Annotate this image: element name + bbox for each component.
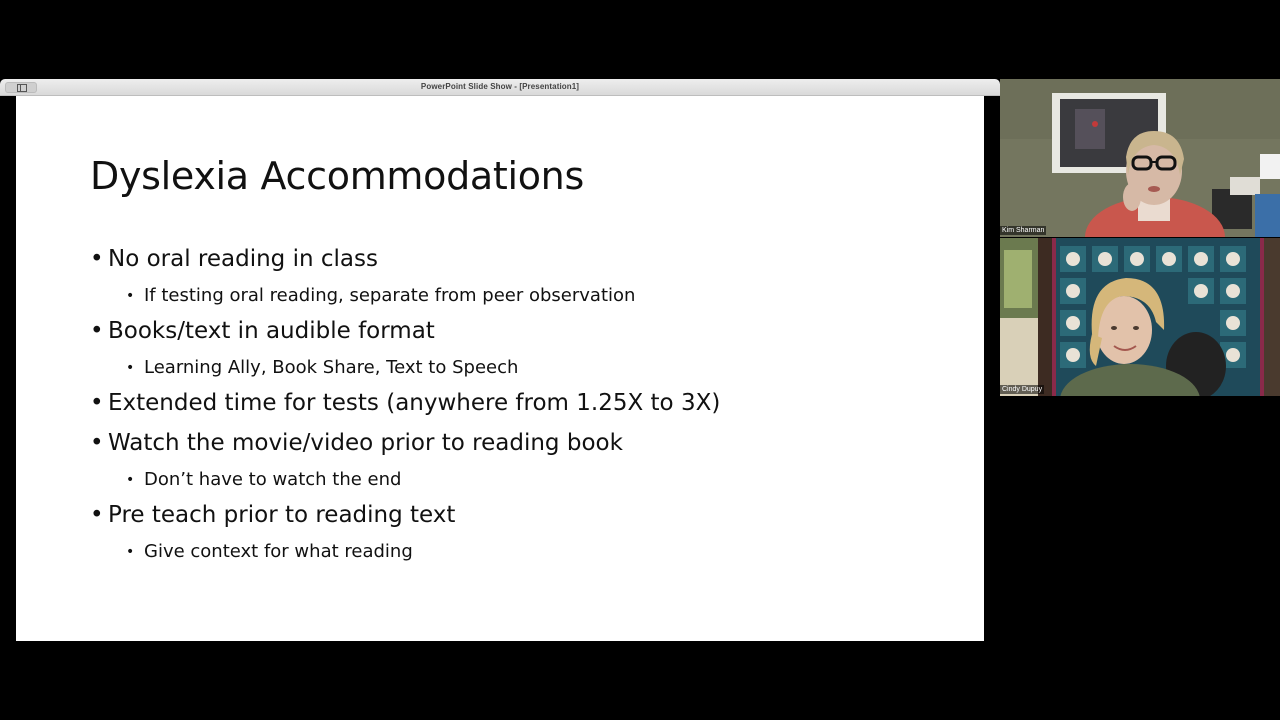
bullet-dot-icon: •	[126, 472, 135, 488]
bullet-list	[90, 244, 964, 572]
bullet-item: • Extended time for tests (anywhere from 1.25X to 3X)	[90, 390, 721, 416]
bullet-dot-icon: •	[90, 246, 104, 272]
bullet-dot-icon: •	[90, 502, 104, 528]
slide-title: Dyslexia Accommodations	[90, 154, 584, 198]
bullet-item: • Watch the movie/video prior to reading book	[90, 430, 623, 456]
sub-bullet-item: • Learning Ally, Book Share, Text to Speech	[126, 357, 519, 378]
bullet-dot-icon: •	[90, 390, 104, 416]
bullet-item: • Books/text in audible format	[90, 318, 435, 344]
sub-bullet-item: • Give context for what reading	[126, 541, 413, 562]
bullet-dot-icon: •	[126, 288, 135, 304]
participant-video-icon	[1000, 238, 1280, 396]
bullet-dot-icon: •	[90, 318, 104, 344]
participant-video-tile[interactable]	[1000, 79, 1280, 237]
participant-name-label: Cindy Dupuy	[1002, 386, 1043, 393]
bullet-dot-icon: •	[126, 360, 135, 376]
participant-video-tile[interactable]	[1000, 238, 1280, 396]
bullet-item: • No oral reading in class	[90, 246, 378, 272]
sub-bullet-item: • If testing oral reading, separate from peer observation	[126, 285, 636, 306]
bullet-dot-icon: •	[126, 544, 135, 560]
bullet-dot-icon: •	[90, 430, 104, 456]
slide[interactable]	[16, 96, 984, 641]
participant-name-label: Kim Sharman	[1002, 227, 1045, 234]
window-title: PowerPoint Slide Show - [Presentation1]	[420, 82, 580, 91]
sub-bullet-item: • Don’t have to watch the end	[126, 469, 402, 490]
window-title-bar[interactable]	[0, 79, 1000, 96]
participant-video-icon	[1000, 79, 1280, 237]
powerpoint-window	[0, 79, 1000, 642]
bullet-item: • Pre teach prior to reading text	[90, 502, 456, 528]
